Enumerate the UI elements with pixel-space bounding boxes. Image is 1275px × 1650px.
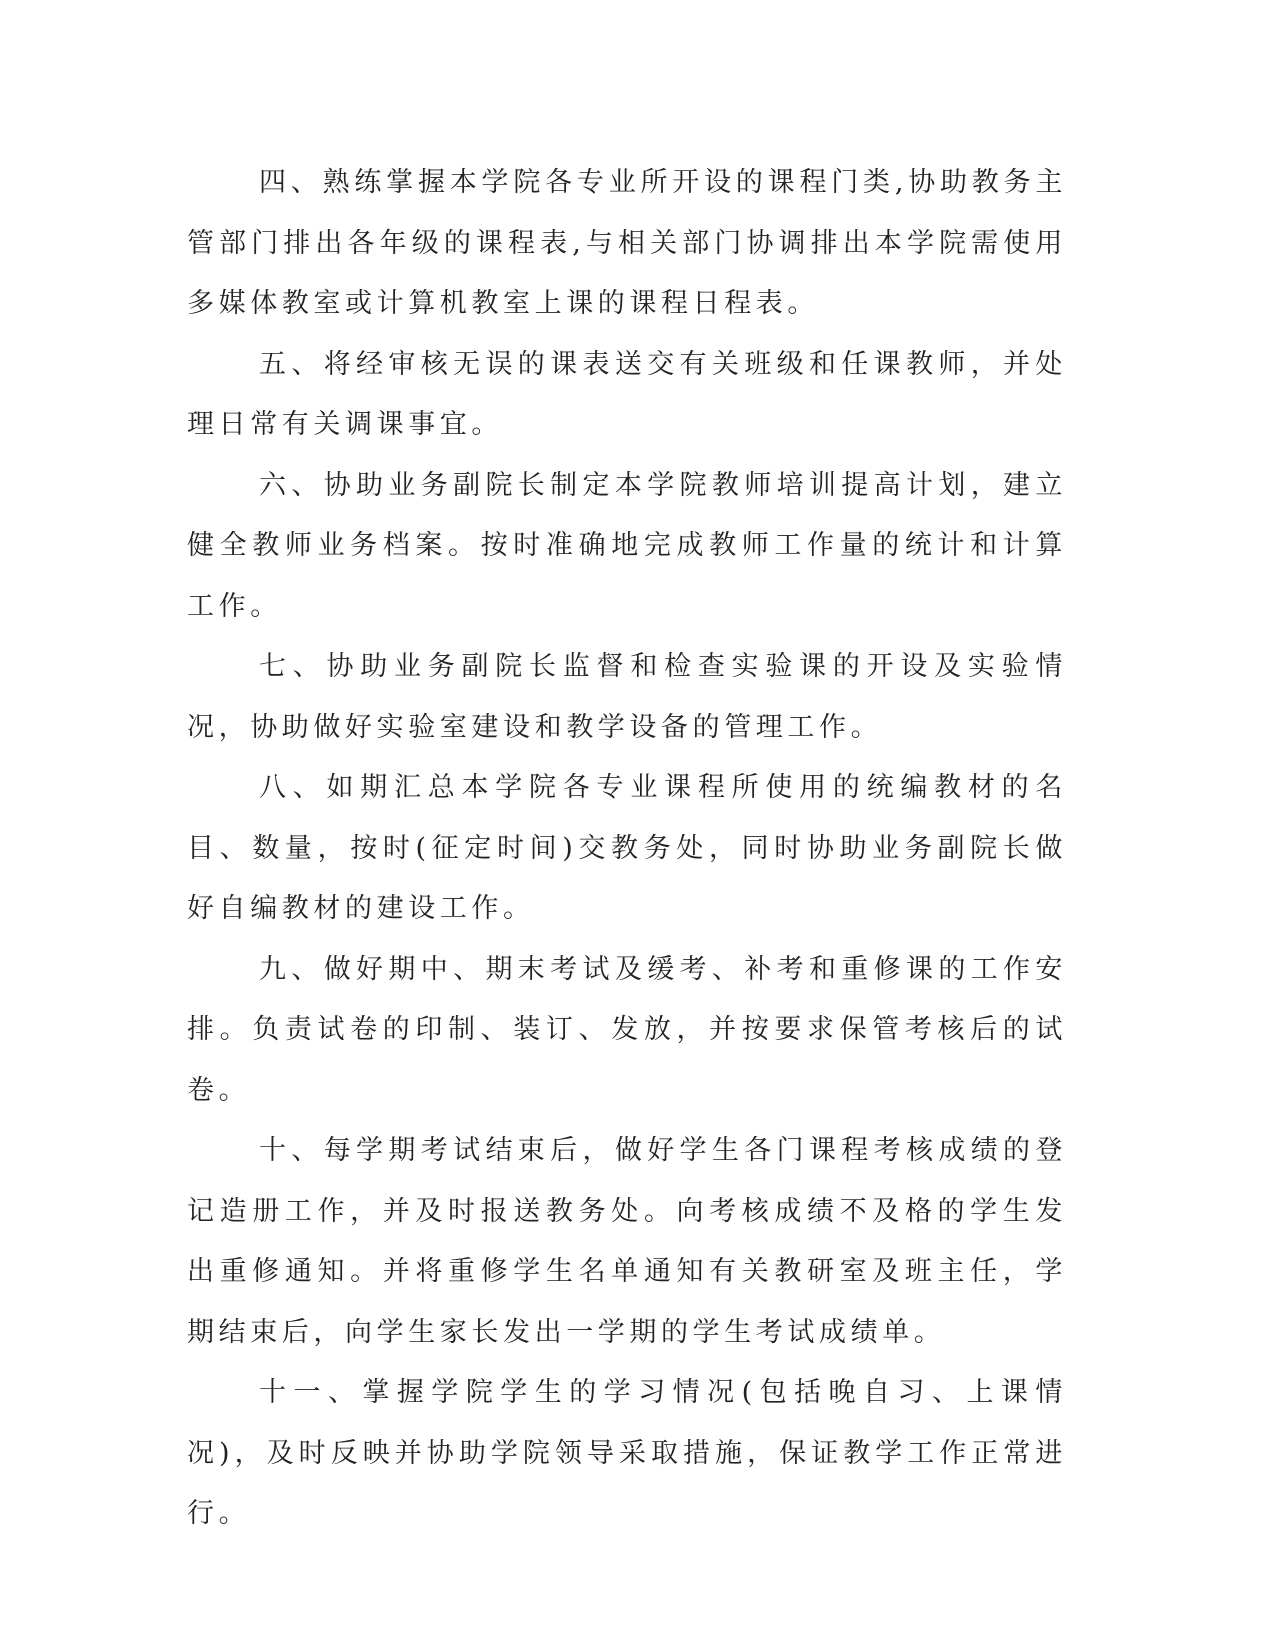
paragraph-9: 九、做好期中、期末考试及缓考、补考和重修课的工作安排。负责试卷的印制、装订、发放，并按要求保管考核后的试卷。: [187, 953, 1067, 1106]
document-page: [187, 153, 1067, 1545]
paragraph-8: 八、如期汇总本学院各专业课程所使用的统编教材的名目、数量，按时(征定时间)交教务处，同时协助业务副院长做好自编教材的建设工作。: [187, 772, 1067, 924]
paragraph-7: 七、协助业务副院长监督和检查实验课的开设及实验情况，协助做好实验室建设和教学设备的管理工作。: [187, 651, 1067, 743]
paragraph-10: 十、每学期考试结束后，做好学生各门课程考核成绩的登记造册工作，并及时报送教务处。向考核成绩不及格的学生发出重修通知。并将重修学生名单通知有关教研室及班主任，学期结束后，向学生家长发出一学期的学生考试成绩单。: [187, 1135, 1067, 1348]
paragraph-11: 十一、掌握学院学生的学习情况(包括晚自习、上课情况)，及时反映并协助学院领导采取措施，保证教学工作正常进行。: [187, 1377, 1067, 1529]
paragraph-4: 四、熟练掌握本学院各专业所开设的课程门类,协助教务主管部门排出各年级的课程表,与相关部门协调排出本学院需使用多媒体教室或计算机教室上课的课程日程表。: [187, 167, 1067, 319]
paragraph-5: 五、将经审核无误的课表送交有关班级和任课教师，并处理日常有关调课事宜。: [187, 348, 1067, 440]
paragraph-6: 六、协助业务副院长制定本学院教师培训提高计划，建立健全教师业务档案。按时准确地完成教师工作量的统计和计算工作。: [187, 469, 1067, 622]
